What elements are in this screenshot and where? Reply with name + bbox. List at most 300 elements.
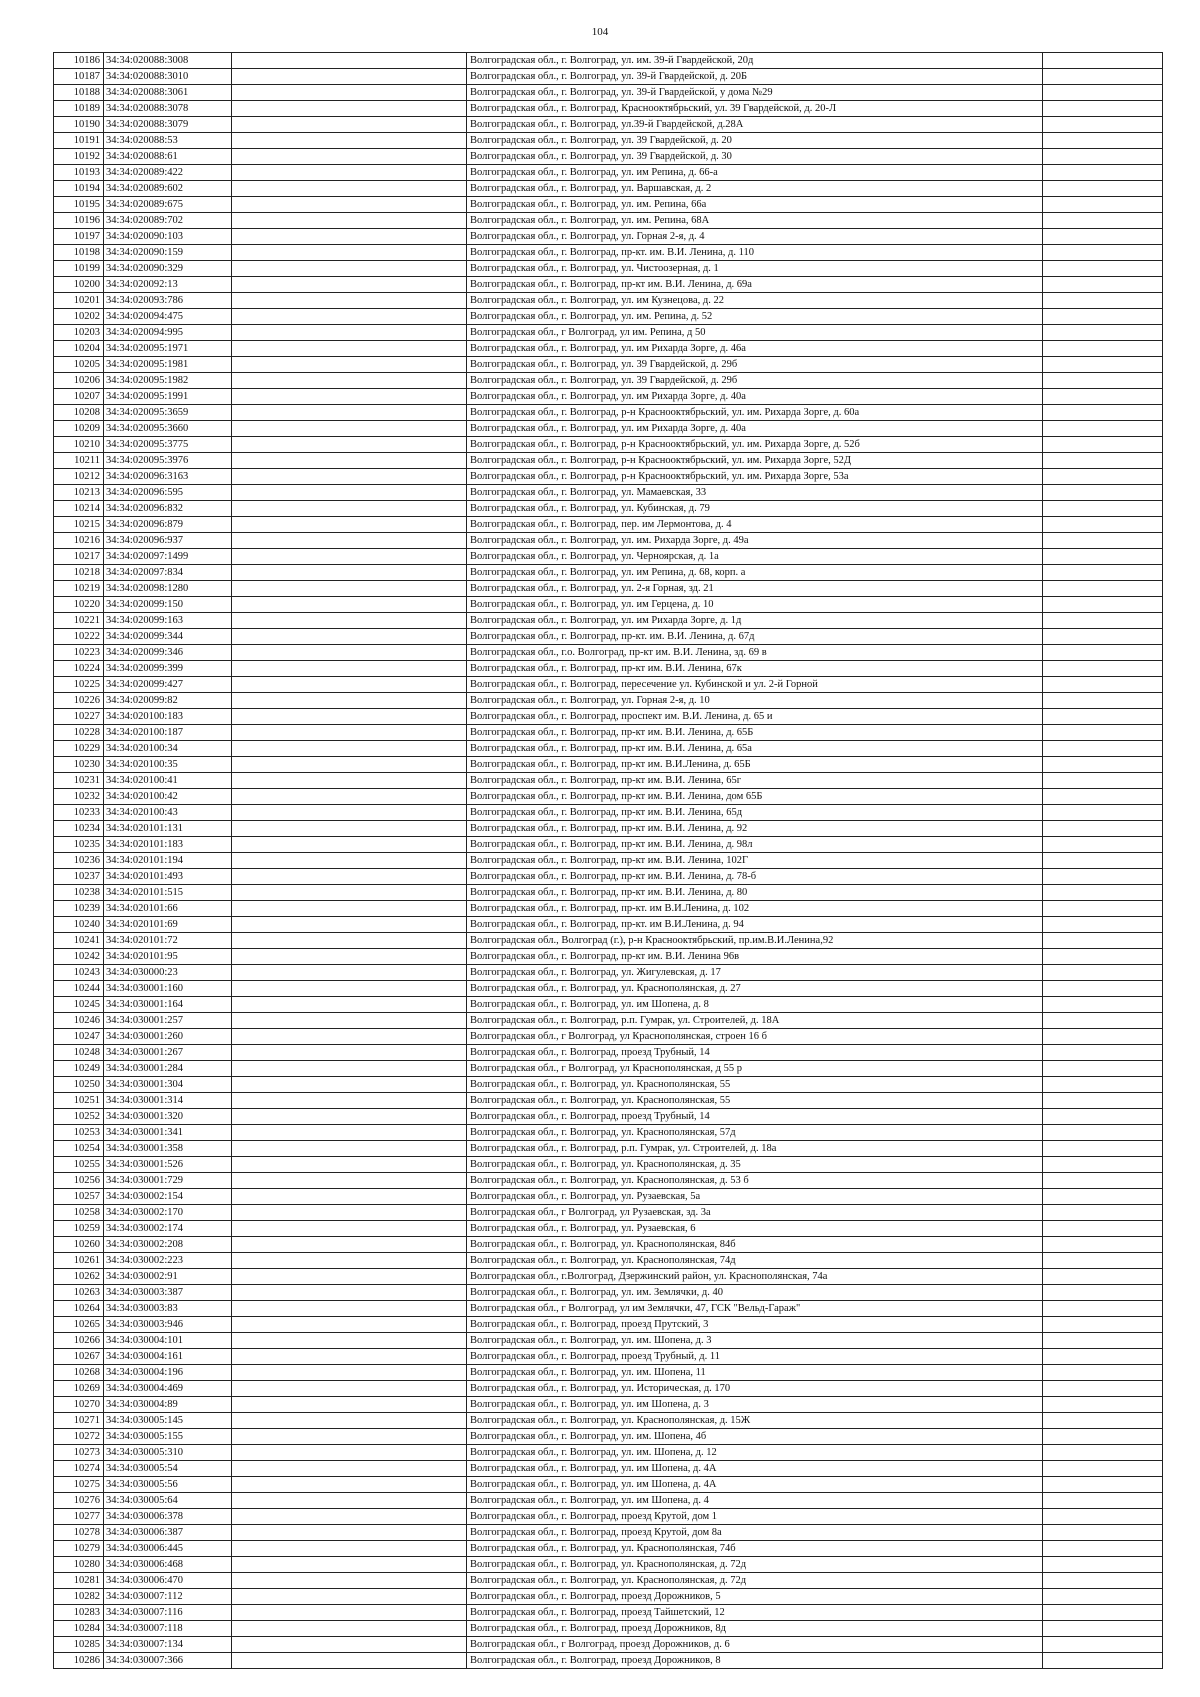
cadastral-number-cell: 34:34:020095:3659: [104, 405, 232, 421]
cadastral-number-cell: 34:34:030001:284: [104, 1061, 232, 1077]
address-cell: Волгоградская обл., г. Волгоград, ул. 39-й Гвардейской, д. 20Б: [467, 69, 1043, 85]
cadastral-number-cell: 34:34:020088:3061: [104, 85, 232, 101]
empty-cell: [1043, 677, 1163, 693]
table-row: [54, 1093, 1163, 1109]
empty-cell: [232, 1253, 467, 1269]
table-row: [54, 325, 1163, 341]
address-cell: Волгоградская обл., г. Волгоград, ул. им. Шопена, 11: [467, 1365, 1043, 1381]
empty-cell: [1043, 1509, 1163, 1525]
address-cell: Волгоградская обл., г. Волгоград, ул. Краснополянская, 74д: [467, 1253, 1043, 1269]
address-cell: Волгоградская обл., г. Волгоград, ул. Черноярская, д. 1а: [467, 549, 1043, 565]
row-number-cell: 10263: [54, 1285, 104, 1301]
empty-cell: [232, 1077, 467, 1093]
table-row: [54, 133, 1163, 149]
empty-cell: [232, 565, 467, 581]
empty-cell: [232, 1013, 467, 1029]
table-row: [54, 389, 1163, 405]
cadastral-number-cell: 34:34:020099:163: [104, 613, 232, 629]
row-number-cell: 10259: [54, 1221, 104, 1237]
empty-cell: [232, 1589, 467, 1605]
empty-cell: [1043, 293, 1163, 309]
row-number-cell: 10192: [54, 149, 104, 165]
empty-cell: [232, 1557, 467, 1573]
empty-cell: [232, 501, 467, 517]
address-cell: Волгоградская обл., г. Волгоград, ул. Краснополянская, д. 15Ж: [467, 1413, 1043, 1429]
empty-cell: [1043, 1253, 1163, 1269]
empty-cell: [1043, 629, 1163, 645]
page-number: 104: [591, 26, 609, 38]
empty-cell: [232, 1541, 467, 1557]
table-row: [54, 661, 1163, 677]
cadastral-number-cell: 34:34:030007:118: [104, 1621, 232, 1637]
row-number-cell: 10210: [54, 437, 104, 453]
address-cell: Волгоградская обл., г. Волгоград, р-н Краснооктябрьский, ул. им. Рихарда Зорге, 53а: [467, 469, 1043, 485]
row-number-cell: 10251: [54, 1093, 104, 1109]
address-cell: Волгоградская обл., г. Волгоград, ул. им. 39-й Гвардейской, 20д: [467, 53, 1043, 69]
table-row: [54, 165, 1163, 181]
row-number-cell: 10199: [54, 261, 104, 277]
cadastral-number-cell: 34:34:030001:160: [104, 981, 232, 997]
address-cell: Волгоградская обл., г Волгоград, ул Краснополянская, строен 16 б: [467, 1029, 1043, 1045]
empty-cell: [232, 165, 467, 181]
empty-cell: [1043, 101, 1163, 117]
address-cell: Волгоградская обл., г. Волгоград, ул. Краснополянская, д. 53 б: [467, 1173, 1043, 1189]
address-cell: Волгоградская обл., г. Волгоград, ул. Краснополянская, 57д: [467, 1125, 1043, 1141]
empty-cell: [1043, 1397, 1163, 1413]
row-number-cell: 10208: [54, 405, 104, 421]
row-number-cell: 10223: [54, 645, 104, 661]
address-cell: Волгоградская обл., г. Волгоград, ул. им Репина, д. 66-а: [467, 165, 1043, 181]
row-number-cell: 10234: [54, 821, 104, 837]
address-cell: Волгоградская обл., г. Волгоград, ул. Рузаевская, 5а: [467, 1189, 1043, 1205]
cadastral-number-cell: 34:34:030004:469: [104, 1381, 232, 1397]
cadastral-number-cell: 34:34:020099:427: [104, 677, 232, 693]
table-row: [54, 1253, 1163, 1269]
empty-cell: [232, 741, 467, 757]
table-row: [54, 421, 1163, 437]
empty-cell: [1043, 1413, 1163, 1429]
empty-cell: [1043, 917, 1163, 933]
table-row: [54, 1573, 1163, 1589]
row-number-cell: 10194: [54, 181, 104, 197]
address-cell: Волгоградская обл., г. Волгоград, ул. 39 Гвардейской, д. 29б: [467, 357, 1043, 373]
empty-cell: [1043, 1333, 1163, 1349]
empty-cell: [1043, 949, 1163, 965]
cadastral-number-cell: 34:34:020094:475: [104, 309, 232, 325]
cadastral-number-cell: 34:34:020094:995: [104, 325, 232, 341]
table-row: [54, 485, 1163, 501]
cadastral-number-cell: 34:34:020100:35: [104, 757, 232, 773]
table-row: [54, 965, 1163, 981]
empty-cell: [232, 1445, 467, 1461]
cadastral-number-cell: 34:34:020090:103: [104, 229, 232, 245]
cadastral-number-cell: 34:34:030006:378: [104, 1509, 232, 1525]
cadastral-number-cell: 34:34:020101:66: [104, 901, 232, 917]
empty-cell: [1043, 1589, 1163, 1605]
row-number-cell: 10202: [54, 309, 104, 325]
row-number-cell: 10256: [54, 1173, 104, 1189]
empty-cell: [1043, 1541, 1163, 1557]
cadastral-number-cell: 34:34:020088:53: [104, 133, 232, 149]
empty-cell: [1043, 517, 1163, 533]
empty-cell: [1043, 1125, 1163, 1141]
empty-cell: [232, 613, 467, 629]
empty-cell: [1043, 965, 1163, 981]
table-row: [54, 613, 1163, 629]
empty-cell: [232, 949, 467, 965]
empty-cell: [1043, 837, 1163, 853]
table-row: [54, 1333, 1163, 1349]
empty-cell: [232, 197, 467, 213]
row-number-cell: 10187: [54, 69, 104, 85]
table-row: [54, 1173, 1163, 1189]
address-cell: Волгоградская обл., г. Волгоград, ул. им Шопена, д. 4А: [467, 1461, 1043, 1477]
address-cell: Волгоградская обл., г. Волгоград, ул. Мамаевская, 33: [467, 485, 1043, 501]
empty-cell: [1043, 661, 1163, 677]
table-row: [54, 1429, 1163, 1445]
address-cell: Волгоградская обл., г. Волгоград, пр-кт. им. В.И. Ленина, д. 110: [467, 245, 1043, 261]
cadastral-number-cell: 34:34:020101:69: [104, 917, 232, 933]
row-number-cell: 10255: [54, 1157, 104, 1173]
empty-cell: [232, 1365, 467, 1381]
cadastral-number-cell: 34:34:020101:493: [104, 869, 232, 885]
empty-cell: [1043, 181, 1163, 197]
empty-cell: [232, 1397, 467, 1413]
address-cell: Волгоградская обл., г. Волгоград, пр-кт. им. В.И. Ленина, д. 67д: [467, 629, 1043, 645]
empty-cell: [232, 1157, 467, 1173]
empty-cell: [232, 1477, 467, 1493]
table-row: [54, 933, 1163, 949]
table-row: [54, 1461, 1163, 1477]
empty-cell: [232, 69, 467, 85]
row-number-cell: 10232: [54, 789, 104, 805]
address-cell: Волгоградская обл., г Волгоград, ул Рузаевская, зд. 3а: [467, 1205, 1043, 1221]
empty-cell: [1043, 1317, 1163, 1333]
cadastral-number-cell: 34:34:020089:675: [104, 197, 232, 213]
empty-cell: [232, 661, 467, 677]
empty-cell: [232, 1301, 467, 1317]
address-cell: Волгоградская обл., г. Волгоград, проезд Дорожников, 8: [467, 1653, 1043, 1669]
cadastral-number-cell: 34:34:030006:387: [104, 1525, 232, 1541]
row-number-cell: 10249: [54, 1061, 104, 1077]
row-number-cell: 10218: [54, 565, 104, 581]
cadastral-number-cell: 34:34:020101:95: [104, 949, 232, 965]
empty-cell: [232, 885, 467, 901]
cadastral-number-cell: 34:34:020089:702: [104, 213, 232, 229]
row-number-cell: 10264: [54, 1301, 104, 1317]
address-cell: Волгоградская обл., г. Волгоград, ул. им Рихарда Зорге, д. 40а: [467, 389, 1043, 405]
address-cell: Волгоградская обл., г. Волгоград, ул. им Кузнецова, д. 22: [467, 293, 1043, 309]
empty-cell: [232, 1189, 467, 1205]
table-row: [54, 1637, 1163, 1653]
row-number-cell: 10268: [54, 1365, 104, 1381]
cadastral-number-cell: 34:34:020096:832: [104, 501, 232, 517]
row-number-cell: 10225: [54, 677, 104, 693]
cadastral-number-cell: 34:34:020097:834: [104, 565, 232, 581]
empty-cell: [232, 469, 467, 485]
address-cell: Волгоградская обл., г. Волгоград, пересечение ул. Кубинской и ул. 2-й Горной: [467, 677, 1043, 693]
table-row: [54, 1109, 1163, 1125]
empty-cell: [1043, 1269, 1163, 1285]
cadastral-number-cell: 34:34:020089:602: [104, 181, 232, 197]
empty-cell: [1043, 1189, 1163, 1205]
table-row: [54, 773, 1163, 789]
table-row: [54, 1381, 1163, 1397]
empty-cell: [232, 1269, 467, 1285]
empty-cell: [232, 1109, 467, 1125]
cadastral-number-cell: 34:34:020096:595: [104, 485, 232, 501]
address-cell: Волгоградская обл., г. Волгоград, ул. 2-я Горная, зд. 21: [467, 581, 1043, 597]
row-number-cell: 10240: [54, 917, 104, 933]
address-cell: Волгоградская обл., г. Волгоград, ул. Чистоозерная, д. 1: [467, 261, 1043, 277]
cadastral-number-cell: 34:34:030001:314: [104, 1093, 232, 1109]
row-number-cell: 10189: [54, 101, 104, 117]
row-number-cell: 10221: [54, 613, 104, 629]
address-cell: Волгоградская обл., г. Волгоград, пр-кт им. В.И. Ленина, д. 78-б: [467, 869, 1043, 885]
row-number-cell: 10285: [54, 1637, 104, 1653]
empty-cell: [232, 1653, 467, 1669]
row-number-cell: 10215: [54, 517, 104, 533]
empty-cell: [1043, 597, 1163, 613]
cadastral-number-cell: 34:34:030002:208: [104, 1237, 232, 1253]
empty-cell: [232, 277, 467, 293]
row-number-cell: 10253: [54, 1125, 104, 1141]
row-number-cell: 10219: [54, 581, 104, 597]
address-cell: Волгоградская обл., г. Волгоград, пр-кт. им В.И.Ленина, д. 102: [467, 901, 1043, 917]
table-row: [54, 101, 1163, 117]
address-cell: Волгоградская обл., г. Волгоград, ул. им Герцена, д. 10: [467, 597, 1043, 613]
row-number-cell: 10281: [54, 1573, 104, 1589]
address-cell: Волгоградская обл., г. Волгоград, р-н Краснооктябрьский, ул. им. Рихарда Зорге, 52Д: [467, 453, 1043, 469]
empty-cell: [1043, 1237, 1163, 1253]
empty-cell: [1043, 1109, 1163, 1125]
address-cell: Волгоградская обл., г.Волгоград, Дзержинский район, ул. Краснополянская, 74а: [467, 1269, 1043, 1285]
empty-cell: [232, 325, 467, 341]
empty-cell: [1043, 933, 1163, 949]
empty-cell: [1043, 229, 1163, 245]
row-number-cell: 10238: [54, 885, 104, 901]
empty-cell: [232, 293, 467, 309]
row-number-cell: 10207: [54, 389, 104, 405]
cadastral-number-cell: 34:34:020100:42: [104, 789, 232, 805]
address-cell: Волгоградская обл., г. Волгоград, ул. им. Репина, 68А: [467, 213, 1043, 229]
row-number-cell: 10252: [54, 1109, 104, 1125]
empty-cell: [1043, 581, 1163, 597]
empty-cell: [1043, 1205, 1163, 1221]
row-number-cell: 10193: [54, 165, 104, 181]
row-number-cell: 10204: [54, 341, 104, 357]
address-cell: Волгоградская обл., г. Волгоград, ул. Краснополянская, д. 72д: [467, 1557, 1043, 1573]
address-cell: Волгоградская обл., г. Волгоград, ул. Горная 2-я, д. 10: [467, 693, 1043, 709]
row-number-cell: 10277: [54, 1509, 104, 1525]
cadastral-number-cell: 34:34:030003:387: [104, 1285, 232, 1301]
cadastral-number-cell: 34:34:020096:937: [104, 533, 232, 549]
empty-cell: [232, 389, 467, 405]
row-number-cell: 10214: [54, 501, 104, 517]
table-row: [54, 53, 1163, 69]
table-row: [54, 645, 1163, 661]
cadastral-number-cell: 34:34:020099:399: [104, 661, 232, 677]
empty-cell: [232, 1525, 467, 1541]
address-cell: Волгоградская обл., г. Волгоград, проезд Крутой, дом 1: [467, 1509, 1043, 1525]
table-row: [54, 1525, 1163, 1541]
empty-cell: [232, 341, 467, 357]
cadastral-number-cell: 34:34:020097:1499: [104, 549, 232, 565]
table-row: [54, 741, 1163, 757]
empty-cell: [232, 85, 467, 101]
empty-cell: [1043, 757, 1163, 773]
table-row: [54, 229, 1163, 245]
empty-cell: [232, 149, 467, 165]
row-number-cell: 10267: [54, 1349, 104, 1365]
empty-cell: [1043, 501, 1163, 517]
address-cell: Волгоградская обл., г. Волгоград, ул. Краснополянская, д. 27: [467, 981, 1043, 997]
row-number-cell: 10271: [54, 1413, 104, 1429]
empty-cell: [1043, 389, 1163, 405]
address-cell: Волгоградская обл., г. Волгоград, ул. 39 Гвардейской, д. 29б: [467, 373, 1043, 389]
row-number-cell: 10213: [54, 485, 104, 501]
table-row: [54, 245, 1163, 261]
address-cell: Волгоградская обл., г. Волгоград, пр-кт им. В.И.Ленина, д. 65Б: [467, 757, 1043, 773]
empty-cell: [1043, 821, 1163, 837]
empty-cell: [232, 1621, 467, 1637]
row-number-cell: 10239: [54, 901, 104, 917]
empty-cell: [232, 1237, 467, 1253]
empty-cell: [1043, 373, 1163, 389]
empty-cell: [1043, 565, 1163, 581]
empty-cell: [1043, 277, 1163, 293]
address-cell: Волгоградская обл., г. Волгоград, пр-кт им. В.И. Ленина 96в: [467, 949, 1043, 965]
empty-cell: [1043, 1461, 1163, 1477]
table-row: [54, 1269, 1163, 1285]
empty-cell: [232, 53, 467, 69]
table-row: [54, 117, 1163, 133]
row-number-cell: 10250: [54, 1077, 104, 1093]
address-cell: Волгоградская обл., г. Волгоград, пр-кт им. В.И. Ленина, 65д: [467, 805, 1043, 821]
empty-cell: [232, 757, 467, 773]
row-number-cell: 10212: [54, 469, 104, 485]
cadastral-number-cell: 34:34:020090:159: [104, 245, 232, 261]
empty-cell: [232, 1429, 467, 1445]
table-row: [54, 629, 1163, 645]
address-cell: Волгоградская обл., г. Волгоград, пр-кт им. В.И. Ленина, дом 65Б: [467, 789, 1043, 805]
address-cell: Волгоградская обл., г. Волгоград, пр-кт им. В.И. Ленина, д. 69а: [467, 277, 1043, 293]
table-row: [54, 581, 1163, 597]
cadastral-number-cell: 34:34:030004:196: [104, 1365, 232, 1381]
table-row: [54, 1493, 1163, 1509]
empty-cell: [232, 965, 467, 981]
cadastral-number-cell: 34:34:020099:150: [104, 597, 232, 613]
empty-cell: [232, 853, 467, 869]
table-row: [54, 981, 1163, 997]
empty-cell: [1043, 1221, 1163, 1237]
address-cell: Волгоградская обл., г. Волгоград, ул. им Рихарда Зорге, д. 46а: [467, 341, 1043, 357]
empty-cell: [1043, 901, 1163, 917]
table-row: [54, 837, 1163, 853]
table-row: [54, 453, 1163, 469]
empty-cell: [1043, 261, 1163, 277]
empty-cell: [232, 597, 467, 613]
table-row: [54, 149, 1163, 165]
cadastral-number-cell: 34:34:020100:183: [104, 709, 232, 725]
empty-cell: [1043, 1429, 1163, 1445]
address-cell: Волгоградская обл., г. Волгоград, ул. им. Шопена, д. 12: [467, 1445, 1043, 1461]
table-row: [54, 1205, 1163, 1221]
address-cell: Волгоградская обл., г. Волгоград, ул. им. Землячки, д. 40: [467, 1285, 1043, 1301]
cadastral-number-cell: 34:34:020092:13: [104, 277, 232, 293]
cadastral-number-cell: 34:34:030001:729: [104, 1173, 232, 1189]
address-cell: Волгоградская обл., г. Волгоград, р-н Краснооктябрьский, ул. им. Рихарда Зорге, д. 52б: [467, 437, 1043, 453]
empty-cell: [232, 1029, 467, 1045]
empty-cell: [232, 1125, 467, 1141]
row-number-cell: 10198: [54, 245, 104, 261]
empty-cell: [232, 549, 467, 565]
table-row: [54, 1589, 1163, 1605]
empty-cell: [1043, 405, 1163, 421]
empty-cell: [232, 517, 467, 533]
address-cell: Волгоградская обл., г. Волгоград, ул. им Репина, д. 68, корп. а: [467, 565, 1043, 581]
empty-cell: [1043, 357, 1163, 373]
cadastral-number-cell: 34:34:020101:72: [104, 933, 232, 949]
empty-cell: [232, 1141, 467, 1157]
row-number-cell: 10195: [54, 197, 104, 213]
empty-cell: [232, 357, 467, 373]
table-row: [54, 885, 1163, 901]
row-number-cell: 10205: [54, 357, 104, 373]
empty-cell: [232, 693, 467, 709]
row-number-cell: 10235: [54, 837, 104, 853]
cadastral-number-cell: 34:34:020088:3010: [104, 69, 232, 85]
empty-cell: [1043, 981, 1163, 997]
cadastral-number-cell: 34:34:020095:3660: [104, 421, 232, 437]
cadastral-number-cell: 34:34:020096:3163: [104, 469, 232, 485]
row-number-cell: 10265: [54, 1317, 104, 1333]
address-cell: Волгоградская обл., г. Волгоград, ул. Горная 2-я, д. 4: [467, 229, 1043, 245]
row-number-cell: 10230: [54, 757, 104, 773]
row-number-cell: 10269: [54, 1381, 104, 1397]
empty-cell: [1043, 133, 1163, 149]
address-cell: Волгоградская обл., г Волгоград, ул им. Репина, д 50: [467, 325, 1043, 341]
row-number-cell: 10237: [54, 869, 104, 885]
cadastral-number-cell: 34:34:020096:879: [104, 517, 232, 533]
empty-cell: [1043, 1493, 1163, 1509]
empty-cell: [232, 1045, 467, 1061]
empty-cell: [1043, 997, 1163, 1013]
empty-cell: [232, 1221, 467, 1237]
cadastral-number-cell: 34:34:030001:320: [104, 1109, 232, 1125]
cadastral-number-cell: 34:34:030007:116: [104, 1605, 232, 1621]
table-row: [54, 1397, 1163, 1413]
empty-cell: [1043, 53, 1163, 69]
table-row: [54, 1285, 1163, 1301]
cadastral-number-cell: 34:34:020101:131: [104, 821, 232, 837]
empty-cell: [1043, 197, 1163, 213]
table-row: [54, 1557, 1163, 1573]
row-number-cell: 10216: [54, 533, 104, 549]
empty-cell: [232, 581, 467, 597]
empty-cell: [1043, 1445, 1163, 1461]
address-cell: Волгоградская обл., г. Волгоград, ул. им. Рихарда Зорге, д. 49а: [467, 533, 1043, 549]
empty-cell: [1043, 1093, 1163, 1109]
cadastral-number-cell: 34:34:030002:223: [104, 1253, 232, 1269]
table-row: [54, 277, 1163, 293]
empty-cell: [1043, 1605, 1163, 1621]
address-cell: Волгоградская обл., г. Волгоград, пр-кт им. В.И. Ленина, д. 65Б: [467, 725, 1043, 741]
address-cell: Волгоградская обл., г. Волгоград, пр-кт. им В.И.Ленина, д. 94: [467, 917, 1043, 933]
empty-cell: [232, 1285, 467, 1301]
address-cell: Волгоградская обл., г. Волгоград, пр-кт им. В.И. Ленина, 65г: [467, 773, 1043, 789]
table-row: [54, 677, 1163, 693]
